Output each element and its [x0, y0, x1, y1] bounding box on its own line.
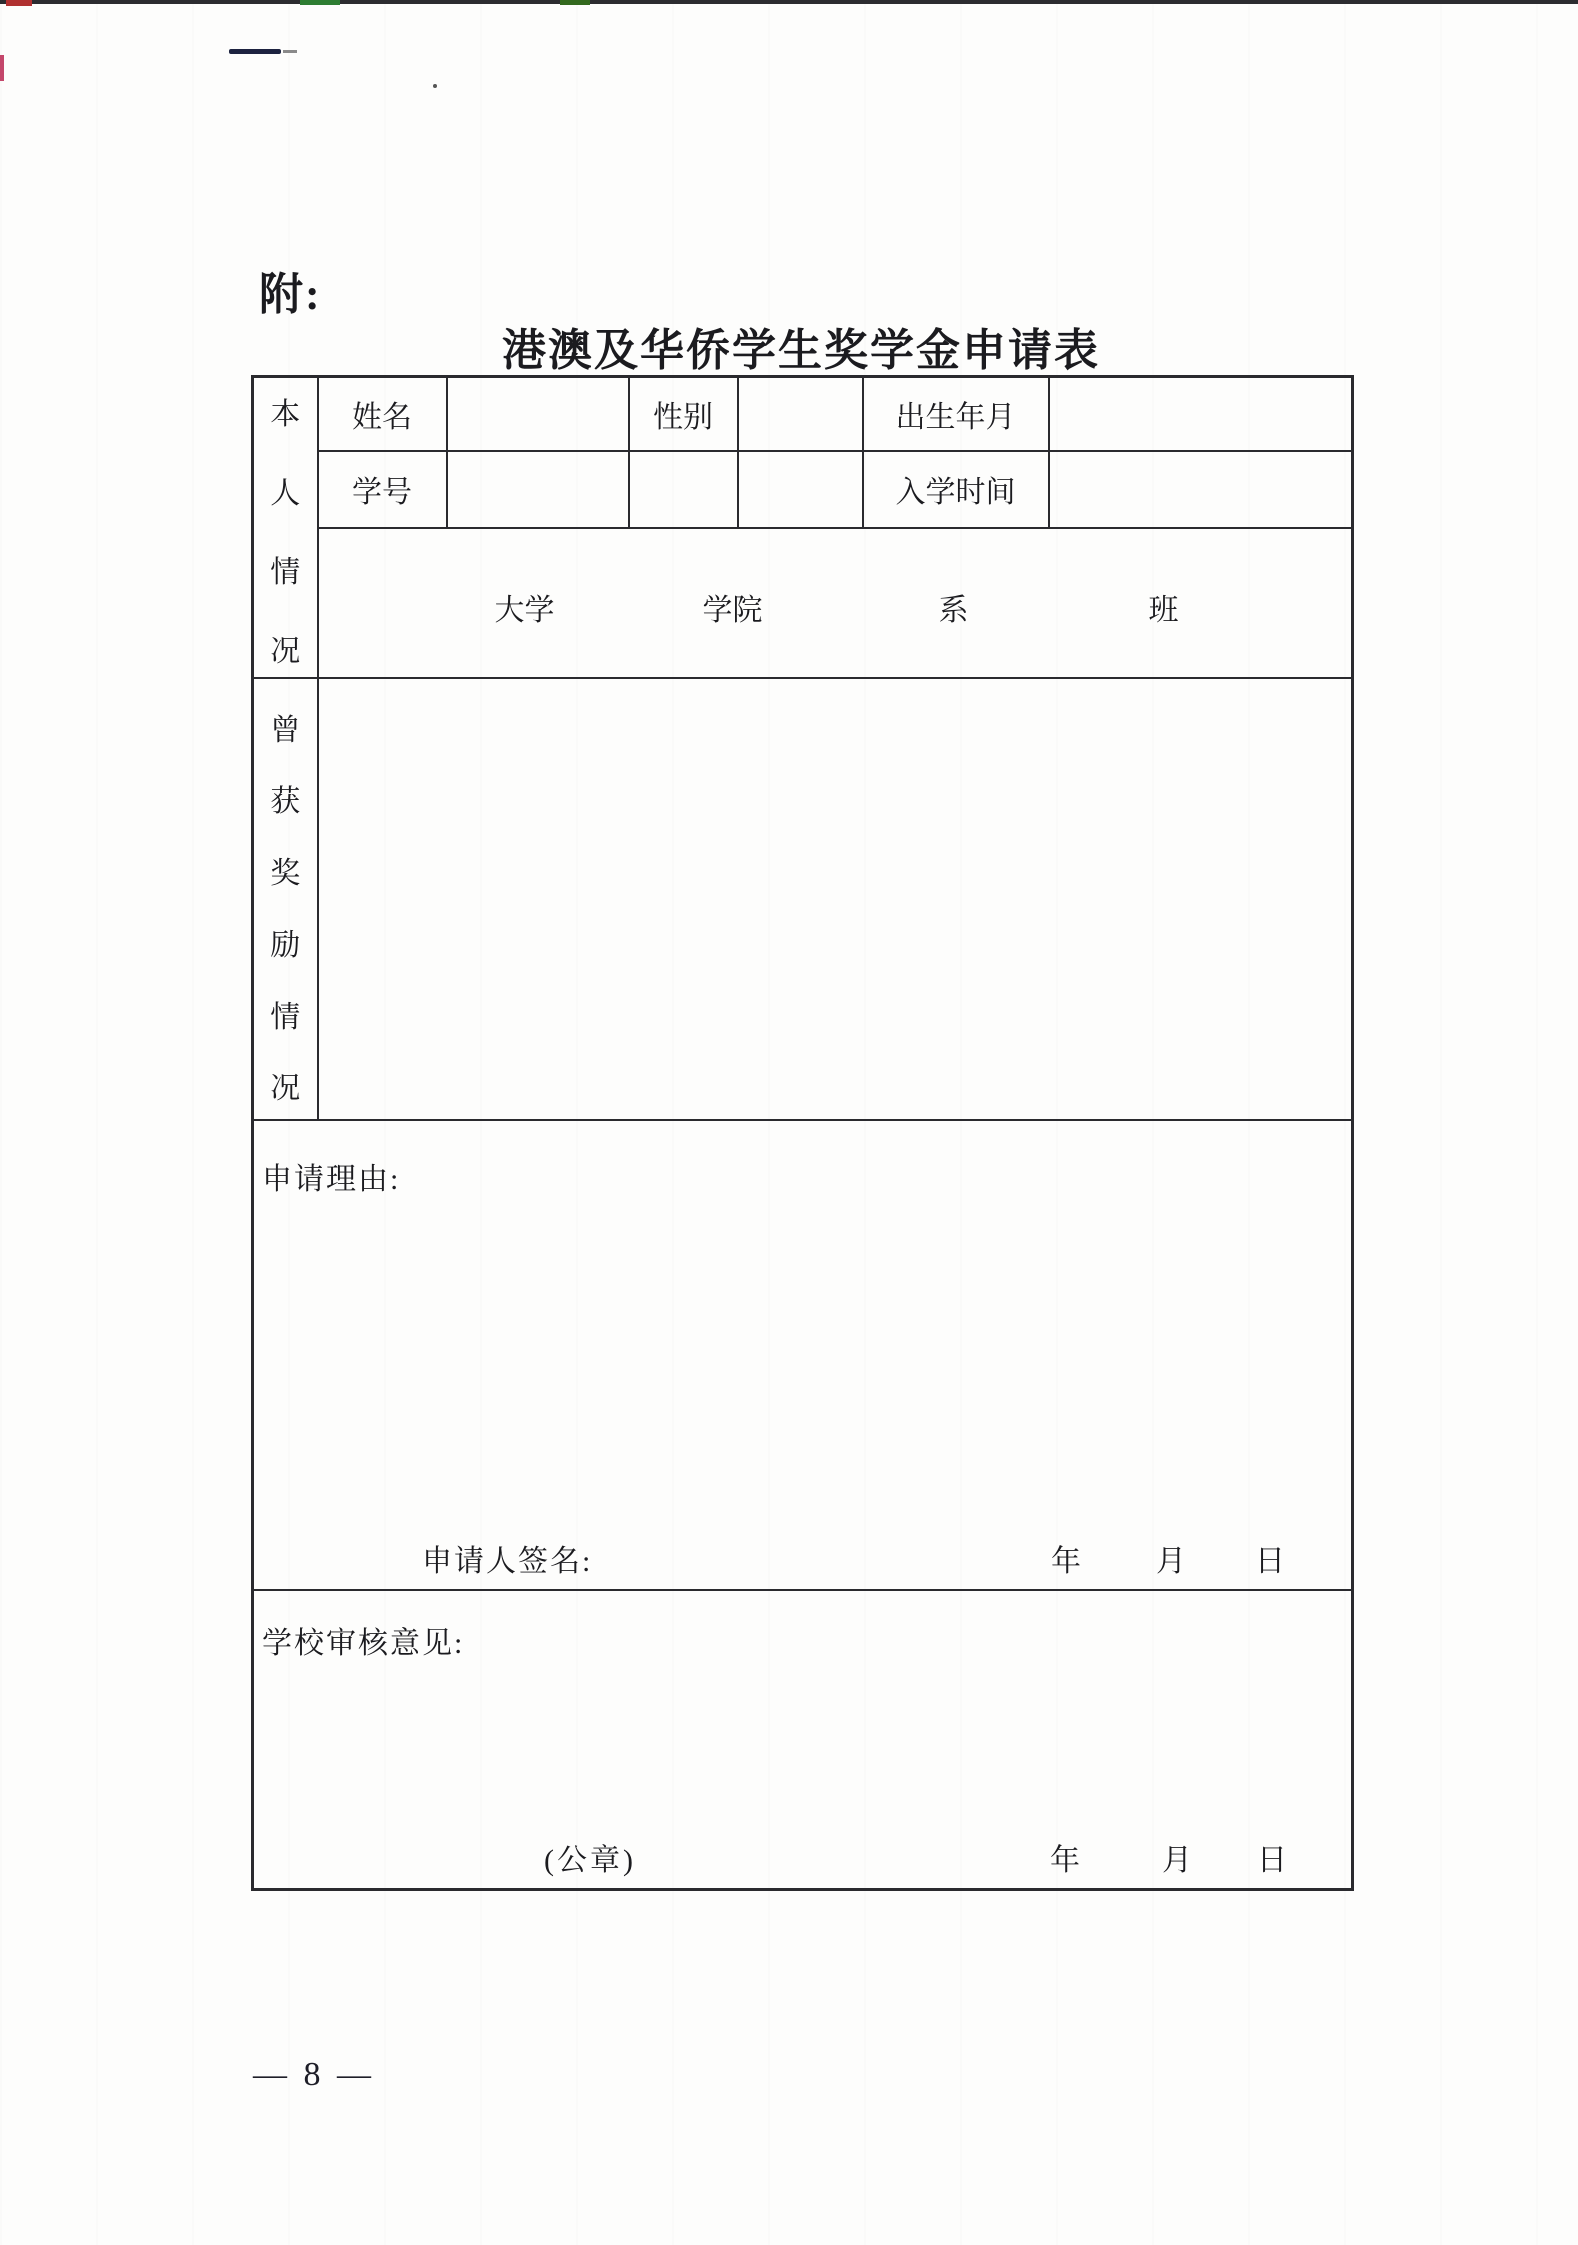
college-label: 学院 — [702, 593, 763, 627]
side-label-personal — [253, 377, 318, 678]
side-char: 情 — [270, 555, 301, 589]
side-char: 况 — [270, 634, 301, 668]
birth-date-label: 出生年月 — [863, 377, 1049, 451]
table-row — [253, 451, 1353, 528]
scan-speck — [6, 0, 32, 6]
year-label: 年 — [1051, 1544, 1081, 1578]
university-label: 大学 — [494, 593, 555, 627]
gender-label: 性别 — [629, 377, 738, 451]
review-section-cell — [253, 1590, 1353, 1890]
month-label: 月 — [1162, 1844, 1192, 1877]
side-char: 曾 — [270, 713, 301, 747]
scan-speck — [433, 84, 437, 88]
table-row — [253, 1590, 1353, 1890]
application-form-table — [251, 375, 1354, 1891]
enrollment-value-cell — [1049, 451, 1353, 528]
side-char: 奖 — [270, 857, 301, 891]
table-row — [253, 678, 1353, 1120]
side-label-awards — [253, 678, 318, 1120]
official-seal-label: (公章) — [544, 1844, 636, 1877]
student-id-value-cell — [447, 451, 629, 528]
school-review-label: 学校审核意见: — [262, 1626, 465, 1660]
table-row — [253, 1120, 1353, 1590]
scan-dash-artifact — [229, 49, 281, 54]
applicant-signature-label: 申请人签名: — [422, 1544, 593, 1578]
scan-speck — [0, 55, 4, 81]
enrollment-label: 入学时间 — [863, 451, 1049, 528]
name-value-cell — [447, 377, 629, 451]
page-number: — 8 — — [253, 2056, 375, 2093]
attachment-label: 附: — [259, 270, 322, 319]
student-id-label: 学号 — [318, 451, 447, 528]
side-char: 况 — [270, 1072, 301, 1106]
table-row — [253, 528, 1353, 678]
month-label: 月 — [1156, 1544, 1186, 1578]
side-char: 获 — [270, 785, 301, 819]
scan-speck — [300, 0, 340, 5]
department-label: 系 — [938, 593, 969, 627]
scan-dash-artifact — [283, 50, 297, 53]
reason-label: 申请理由: — [262, 1162, 401, 1196]
side-char: 人 — [270, 476, 301, 510]
name-label: 姓名 — [318, 377, 447, 451]
side-char: 励 — [270, 928, 301, 962]
scan-speck — [560, 0, 590, 5]
year-label: 年 — [1050, 1844, 1080, 1877]
birth-date-value-cell — [1049, 377, 1353, 451]
scan-edge-artifact — [0, 0, 1578, 4]
reason-section-cell — [253, 1120, 1353, 1590]
day-label: 日 — [1257, 1844, 1287, 1877]
school-line-cell — [318, 528, 1353, 678]
awards-content-cell — [318, 678, 1353, 1120]
table-row — [253, 377, 1353, 451]
side-char: 情 — [270, 1000, 301, 1034]
form-title: 港澳及华侨学生奖学金申请表 — [502, 326, 1100, 375]
class-label: 班 — [1148, 593, 1179, 627]
day-label: 日 — [1255, 1544, 1285, 1578]
empty-cell — [738, 451, 863, 528]
gender-value-cell — [738, 377, 863, 451]
empty-cell — [629, 451, 738, 528]
side-char: 本 — [270, 397, 301, 431]
